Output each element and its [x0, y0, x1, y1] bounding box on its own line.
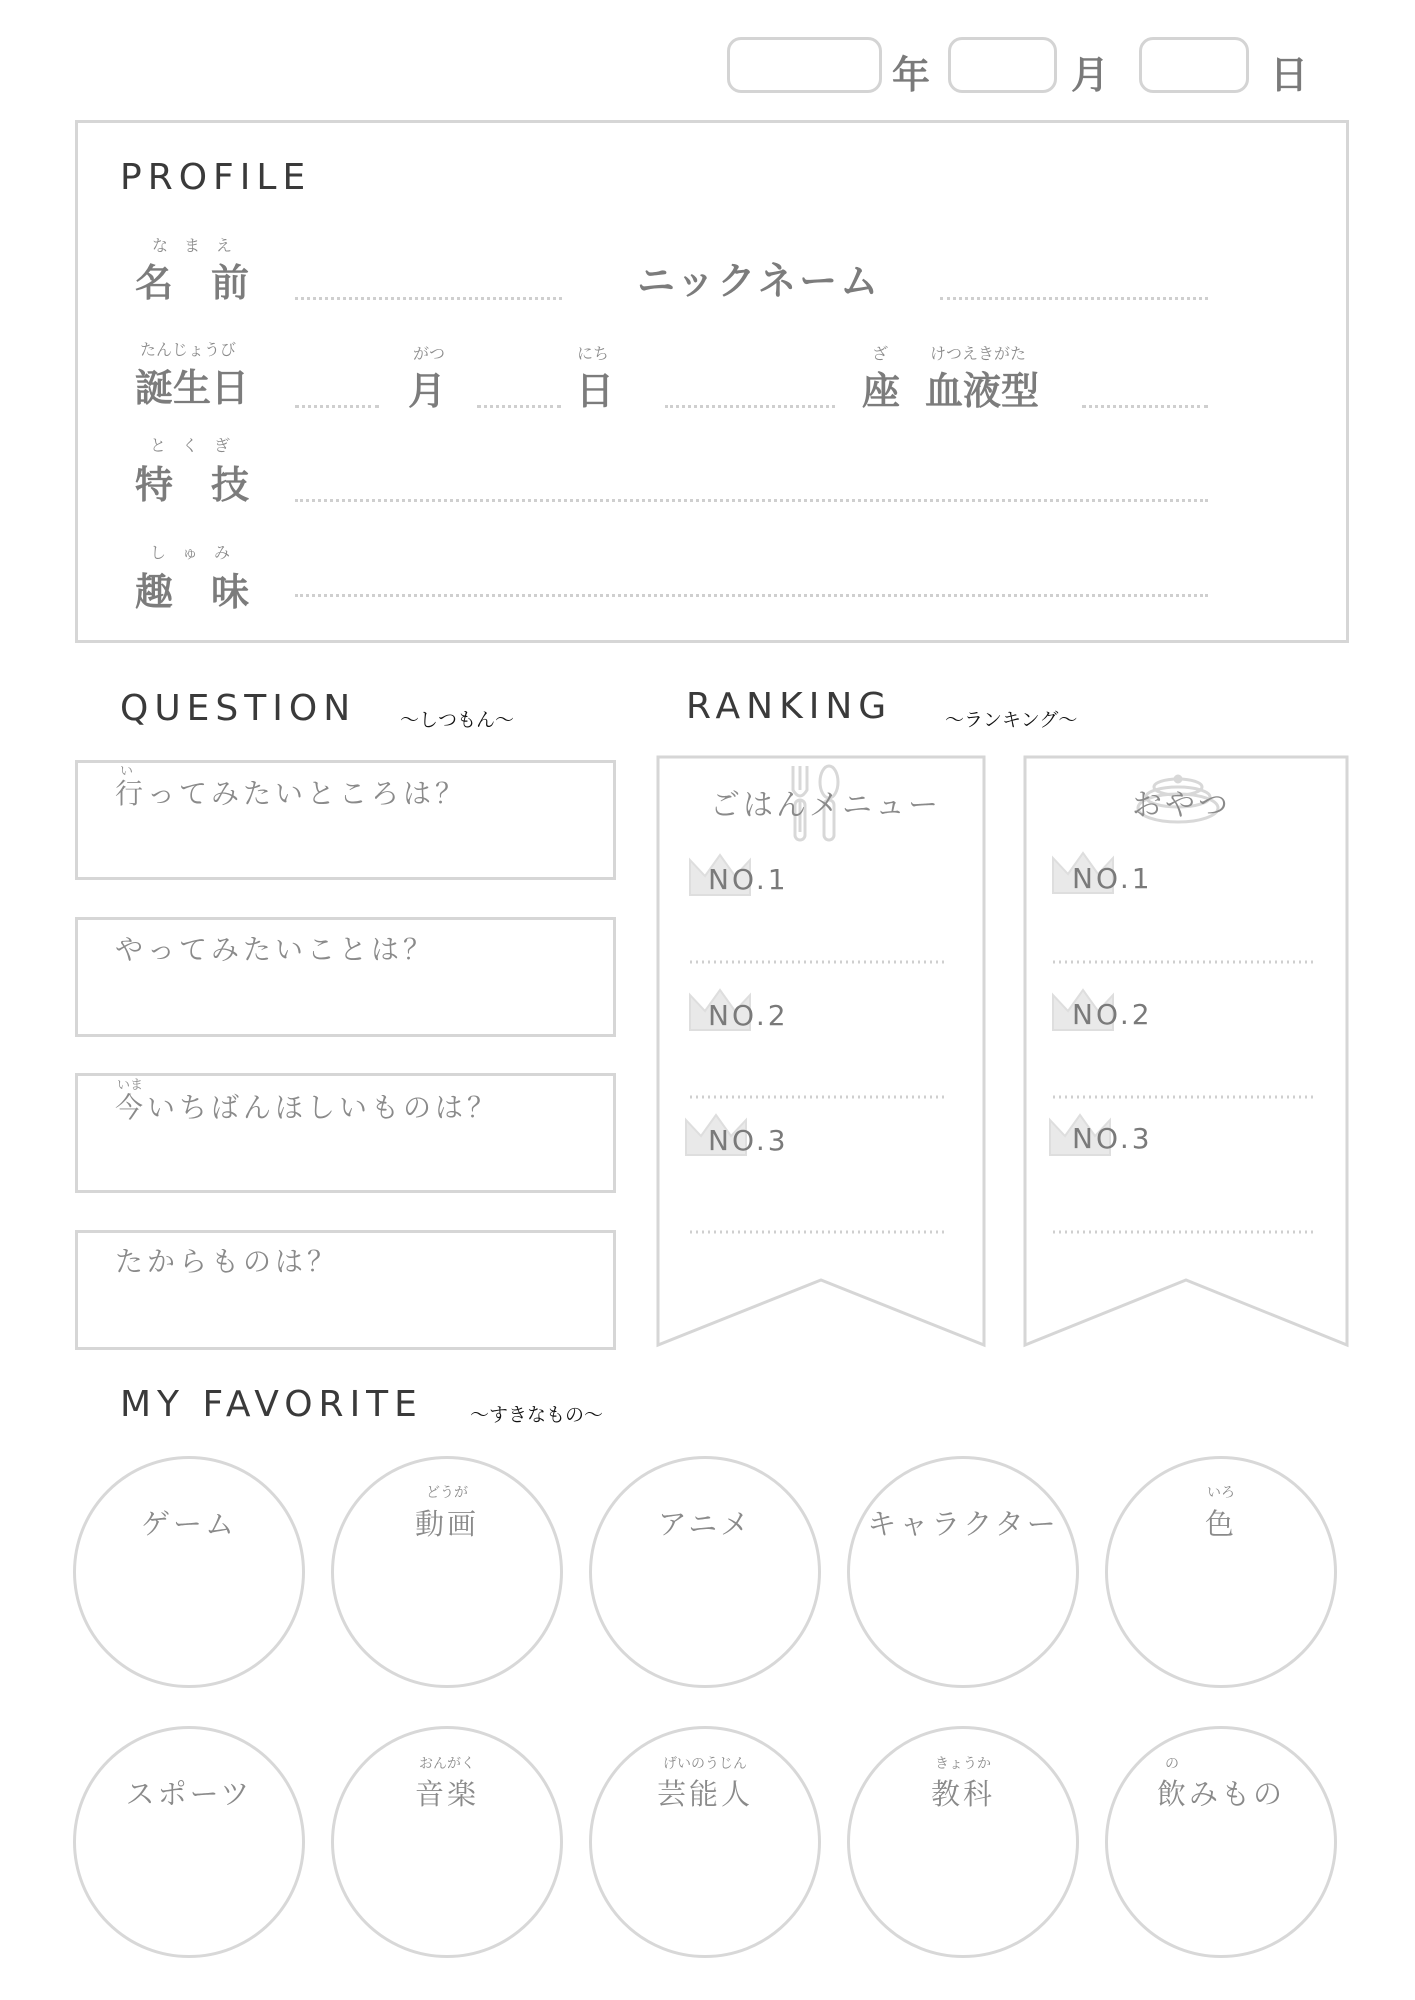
question-2-text: やってみたいことは？: [115, 933, 436, 966]
favorite-label-sports: スポーツ: [125, 1777, 253, 1811]
snack-rank-3: NO.3: [1072, 1122, 1153, 1155]
favorite-ruby-subject: きょうか: [935, 1756, 991, 1772]
name-label: 名 前: [135, 261, 250, 305]
favorite-label-character: キャラクター: [867, 1507, 1059, 1541]
favorite-label-celebrity: 芸能人: [656, 1777, 753, 1811]
favorite-label-music: 音楽: [414, 1777, 479, 1811]
ranking-snack-title: おやつ: [1132, 788, 1231, 823]
favorite-label-video: 動画: [414, 1507, 479, 1541]
question-heading: QUESTION: [120, 688, 357, 729]
favorite-heading: MY FAVORITE: [120, 1384, 423, 1425]
blood-type-ruby: けつえきがた: [930, 344, 1027, 363]
skill-label: 特 技: [135, 463, 250, 507]
favorite-subheading: 〜すきなもの〜: [470, 1404, 604, 1426]
snack-rank-1: NO.1: [1072, 862, 1153, 895]
favorite-label-color: 色: [1204, 1507, 1237, 1541]
zodiac-ruby: ざ: [872, 344, 889, 363]
favorite-circle-sports[interactable]: [73, 1726, 305, 1958]
zodiac-label: 座: [862, 369, 901, 413]
ranking-banner-meal: [658, 757, 984, 1345]
favorite-ruby-video: どうが: [426, 1485, 468, 1501]
question-3-text: 今いちばんほしいものは？: [115, 1091, 500, 1124]
month-label: 月: [1071, 53, 1110, 97]
question-1-text: 行ってみたいところは？: [115, 777, 468, 810]
favorite-circle-character[interactable]: [847, 1456, 1079, 1688]
hobby-ruby: し ゅ み: [150, 543, 231, 562]
birthday-label: 誕生日: [135, 366, 250, 410]
question-1-ruby: い: [120, 764, 134, 779]
favorite-label-drink: 飲みもの: [1156, 1777, 1285, 1811]
ranking-heading: RANKING: [686, 686, 893, 727]
favorite-ruby-music: おんがく: [419, 1756, 475, 1772]
day-ruby: にち: [577, 344, 610, 363]
favorite-label-subject: 教科: [930, 1777, 995, 1811]
name-ruby: な ま え: [152, 236, 233, 255]
meal-rank-2: NO.2: [708, 999, 789, 1032]
birthday-ruby: たんじょうび: [140, 340, 237, 359]
birth-month-label: 月: [408, 369, 447, 413]
favorite-circle-game[interactable]: [73, 1456, 305, 1688]
year-label: 年: [892, 53, 931, 97]
favorite-label-anime: アニメ: [657, 1507, 753, 1541]
meal-rank-1: NO.1: [708, 863, 789, 896]
meal-rank-3: NO.3: [708, 1124, 789, 1157]
ranking-meal-title: ごはんメニュー: [710, 788, 941, 823]
profile-heading: PROFILE: [120, 157, 312, 198]
skill-ruby: と く ぎ: [150, 436, 231, 455]
month-ruby: がつ: [413, 344, 446, 363]
blood-type-label: 血液型: [925, 369, 1040, 413]
favorite-ruby-drink: の: [1165, 1756, 1179, 1772]
ranking-banner-snack: [1025, 757, 1347, 1345]
birth-day-label: 日: [576, 369, 615, 413]
favorite-circle-anime[interactable]: [589, 1456, 821, 1688]
ranking-subheading: 〜ランキング〜: [945, 709, 1078, 731]
favorite-ruby-celebrity: げいのうじん: [663, 1756, 747, 1772]
snack-rank-2: NO.2: [1072, 998, 1153, 1031]
question-subheading: 〜しつもん〜: [400, 709, 515, 731]
nickname-label: ニックネーム: [637, 259, 882, 303]
question-4-text: たからものは？: [115, 1245, 340, 1278]
day-label: 日: [1270, 53, 1309, 97]
favorite-ruby-color: いろ: [1207, 1485, 1235, 1501]
hobby-label: 趣 味: [135, 570, 250, 614]
question-3-ruby: いま: [117, 1078, 144, 1093]
favorite-label-game: ゲーム: [140, 1507, 237, 1541]
